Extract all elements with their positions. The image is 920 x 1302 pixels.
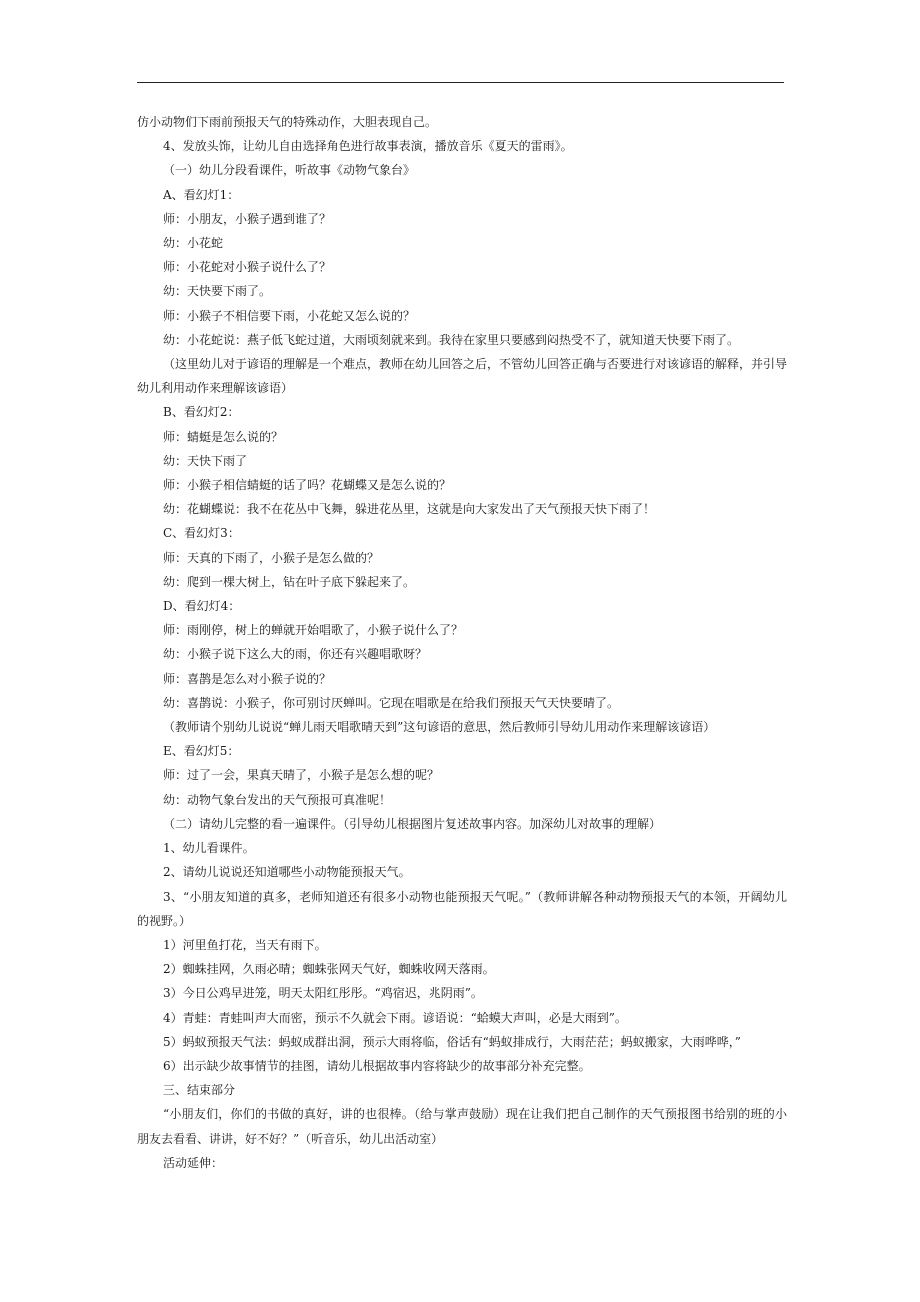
header-rule — [137, 82, 784, 83]
proverb-item: 2）蜘蛛挂网，久雨必晴；蜘蛛张网天气好，蜘蛛收网天落雨。 — [163, 962, 495, 977]
text-line-2: 4、发放头饰，让幼儿自由选择角色进行故事表演，播放音乐《夏天的雷雨》。 — [163, 139, 573, 154]
dialog-line: 师：小花蛇对小猴子说什么了？ — [163, 260, 332, 275]
dialog-line: 师：小猴子不相信要下雨，小花蛇又怎么说的？ — [163, 308, 416, 323]
dialog-line: 师：蜻蜓是怎么说的？ — [163, 429, 284, 444]
section-heading-3: 三、结束部分 — [163, 1083, 236, 1098]
note-line: （教师请个别幼儿说说“蝉儿雨天唱歌晴天到”这句谚语的意思，然后教师引导幼儿用动作来理解该谚语） — [163, 720, 716, 735]
document-body — [137, 110, 787, 1175]
section-heading-1: （一）幼儿分段看课件，听故事《动物气象台》 — [163, 163, 416, 178]
closing-paragraph: “小朋友们，你们的书做的真好，讲的也很棒。（给与掌声鼓励）现在让我们把自己制作的天气预报图书给别的班的小朋友去看看、讲讲，好不好？”（听音乐，幼儿出活动室） — [137, 1107, 787, 1146]
dialog-line: 师：过了一会，果真天晴了，小猴子是怎么想的呢？ — [163, 768, 440, 783]
list-item: 2、请幼儿说说还知道哪些小动物能预报天气。 — [163, 865, 411, 880]
proverb-item: 6）出示缺少故事情节的挂图，请幼儿根据故事内容将缺少的故事部分补充完整。 — [163, 1058, 591, 1073]
slide-heading-a: A、看幻灯1： — [163, 187, 240, 202]
text-line-1: 仿小动物们下雨前预报天气的特殊动作，大胆表现自己。 — [137, 115, 438, 129]
dialog-line: 幼：小猴子说下这么大的雨，你还有兴趣唱歌呀？ — [163, 647, 428, 662]
dialog-line: 师：小猴子相信蜻蜓的话了吗？花蝴蝶又是怎么说的？ — [163, 478, 452, 493]
list-item-paragraph: 3、“小朋友知道的真多，老师知道还有很多小动物也能预报天气呢。”（教师讲解各种动物预报天气的本领，开阔幼儿的视野。） — [137, 889, 787, 928]
slide-heading-c: C、看幻灯3： — [163, 526, 240, 541]
dialog-line: 幼：动物气象台发出的天气预报可真准呢！ — [163, 792, 392, 807]
dialog-line: 师：雨刚停，树上的蝉就开始唱歌了，小猴子说什么了？ — [163, 623, 464, 638]
extension-heading: 活动延伸： — [163, 1155, 224, 1170]
proverb-item: 4）青蛙：青蛙叫声大而密，预示不久就会下雨。谚语说：“蛤蟆大声叫，必是大雨到”。 — [163, 1010, 627, 1025]
proverb-item: 1）河里鱼打花，当天有雨下。 — [163, 937, 327, 952]
dialog-line: 幼：花蝴蝶说：我不在花丛中飞舞，躲进花丛里，这就是向大家发出了天气预报天快下雨了！ — [163, 502, 656, 517]
dialog-line: 幼：喜鹊说：小猴子，你可别讨厌蝉叫。它现在唱歌是在给我们预报天气天快要晴了。 — [163, 695, 620, 710]
section-heading-2: （二）请幼儿完整的看一遍课件。（引导幼儿根据图片复述故事内容。加深幼儿对故事的理解） — [163, 816, 662, 831]
dialog-line: 幼：小花蛇 — [163, 236, 224, 251]
dialog-line: 师：小朋友，小猴子遇到谁了？ — [163, 211, 332, 226]
dialog-line: 幼：小花蛇说：燕子低飞蛇过道，大雨顷刻就来到。我待在家里只要感到闷热受不了，就知道天快要下雨了。 — [163, 332, 740, 347]
slide-heading-b: B、看幻灯2： — [163, 405, 240, 420]
dialog-line: 幼：天快要下雨了。 — [163, 284, 272, 299]
proverb-item: 5）蚂蚁预报天气法：蚂蚁成群出洞，预示大雨将临，俗话有“蚂蚁排成行，大雨茫茫；蚂蚁搬家，大雨哗哗，” — [163, 1034, 741, 1049]
dialog-line: 师：喜鹊是怎么对小猴子说的？ — [163, 671, 332, 686]
dialog-line: 师：天真的下雨了，小猴子是怎么做的？ — [163, 550, 380, 565]
proverb-item: 3）今日公鸡早进笼，明天太阳红彤彤。“鸡宿迟，兆阴雨”。 — [163, 986, 483, 1001]
dialog-line: 幼：天快下雨了 — [163, 453, 248, 468]
slide-heading-e: E、看幻灯5： — [163, 744, 240, 759]
list-item: 1、幼儿看课件。 — [163, 841, 255, 856]
slide-heading-d: D、看幻灯4： — [163, 599, 241, 614]
dialog-line: 幼：爬到一棵大树上，钻在叶子底下躲起来了。 — [163, 574, 416, 589]
note-paragraph: （这里幼儿对于谚语的理解是一个难点，教师在幼儿回答之后，不管幼儿回答正确与否要进行对该谚语的解释，并引导幼儿利用动作来理解该谚语） — [137, 357, 788, 396]
